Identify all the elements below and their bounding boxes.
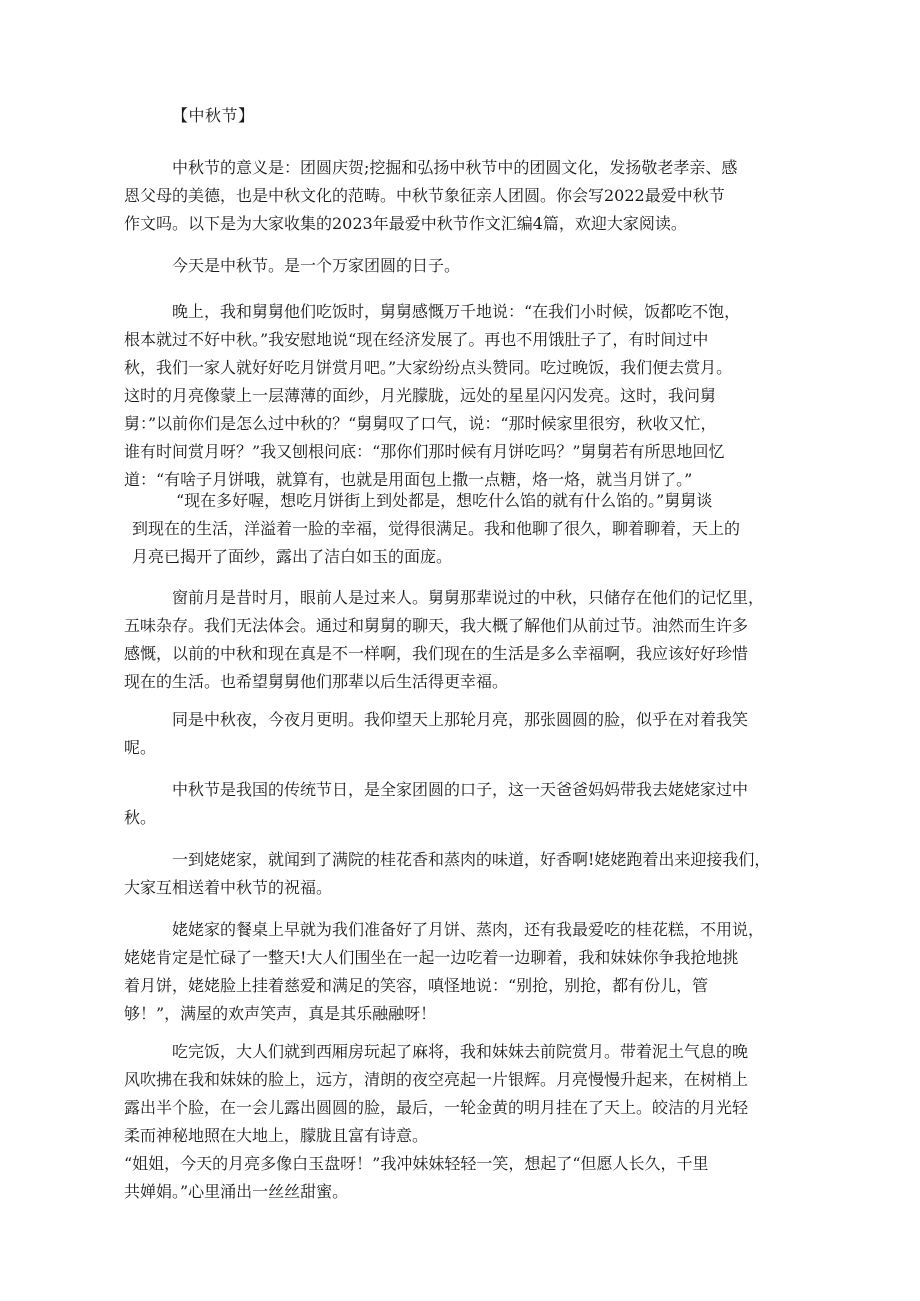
paragraph <box>124 846 804 902</box>
text-line: 作文吗。以下是为大家收集的2023年最爱中秋节作文汇编4篇，欢迎大家阅读。 <box>124 214 687 233</box>
text-line: 这时的月亮像蒙上一层薄薄的面纱，月光朦胧，远处的星星闪闪发亮。这时，我问舅 <box>124 386 717 405</box>
text-line: 露出半个脸，在一会儿露出圆圆的脸，最后，一轮金黄的明月挂在了天上。皎洁的月光轻 <box>124 1098 749 1117</box>
text-line: 呢。 <box>124 738 157 757</box>
text-line: 晚上，我和舅舅他们吃饭时，舅舅感慨万千地说：“在我们小时候，饭都吃不饱， <box>172 302 741 321</box>
paragraph <box>124 916 804 1028</box>
paragraph <box>124 584 804 696</box>
text-line: 同是中秋夜，今夜月更明。我仰望天上那轮月亮，那张圆圆的脸，似乎在对着我笑 <box>172 710 749 729</box>
text-line: 今天是中秋节。是一个万家团圆的日子。 <box>172 256 461 275</box>
text-line: “姐姐，今天的月亮多像白玉盘呀！”我冲妹妹轻轻一笑，想起了“但愿人长久，千里 <box>124 1154 709 1173</box>
text-line: 着月饼，姥姥脸上挂着慈爱和满足的笑容，嗔怪地说：“别抢，别抢，都有份儿，管 <box>124 976 709 995</box>
text-line: 秋，我们一家人就好好吃月饼赏月吧。”大家纷纷点头赞同。吃过晚饭，我们便去赏月。 <box>124 358 733 377</box>
text-line: 风吹拂在我和妹妹的脸上，远方，清朗的夜空亮起一片银辉。月亮慢慢升起来，在树梢上 <box>124 1070 749 1089</box>
text-line: 一到姥姥家，就闻到了满院的桂花香和蒸肉的味道，好香啊!姥姥跑着出来迎接我们， <box>172 850 771 869</box>
paragraph <box>124 252 804 280</box>
text-line: 谁有时间赏月呀？”我又刨根问底：“那你们那时候有月饼吃吗？”舅舅若有所思地回忆 <box>124 442 725 461</box>
paragraph-intro <box>124 154 804 238</box>
text-line: 根本就过不好中秋。”我安慰地说“现在经济发展了。再也不用饿肚子了，有时间过中 <box>124 330 709 349</box>
paragraph <box>124 487 804 571</box>
text-line: 恩父母的美德，也是中秋文化的范畴。中秋节象征亲人团圆。你会写2022最爱中秋节 <box>124 186 725 205</box>
text-line: 月亮已揭开了面纱，露出了洁白如玉的面庞。 <box>132 547 453 566</box>
text-line: 窗前月是昔时月，眼前人是过来人。舅舅那辈说过的中秋，只储存在他们的记忆里， <box>172 588 765 607</box>
document-heading: 【中秋节】 <box>172 106 255 125</box>
text-line: 现在的生活。也希望舅舅他们那辈以后生活得更幸福。 <box>124 672 509 691</box>
text-line: 吃完饭，大人们就到西厢房玩起了麻将，我和妹妹去前院赏月。带着泥土气息的晚 <box>172 1042 749 1061</box>
text-line: 舅：”以前你们是怎么过中秋的？“舅舅叹了口气，说：“那时候家里很穷，秋收又忙， <box>124 414 717 433</box>
text-line: 共婵娟。”心里涌出一丝丝甜蜜。 <box>124 1182 349 1201</box>
paragraph <box>124 706 804 762</box>
text-line: “现在多好喔，想吃月饼街上到处都是，想吃什么馅的就有什么馅的。”舅舅谈 <box>176 491 713 510</box>
text-line: 够！”，满屋的欢声笑声，真是其乐融融呀！ <box>124 1004 437 1023</box>
text-line: 到现在的生活，洋溢着一脸的幸福，觉得很满足。我和他聊了很久，聊着聊着，天上的 <box>132 519 741 538</box>
text-line: 中秋节的意义是：团圆庆贺;挖掘和弘扬中秋节中的团圆文化，发扬敬老孝亲、感 <box>172 158 738 177</box>
text-line: 姥姥家的餐桌上早就为我们准备好了月饼、蒸肉，还有我最爱吃的桂花糕，不用说， <box>172 920 765 939</box>
text-line: 大家互相送着中秋节的祝福。 <box>124 878 333 897</box>
text-line: 中秋节是我国的传统节日，是全家团圆的口子，这一天爸爸妈妈带我去姥姥家过中 <box>172 780 749 799</box>
paragraph <box>124 298 804 494</box>
text-line: 感慨，以前的中秋和现在真是不一样啊，我们现在的生活是多么幸福啊，我应该好好珍惜 <box>124 644 749 663</box>
text-line: 姥姥肯定是忙碌了一整天!大人们围坐在一起一边吃着一边聊着，我和妹妹你争我抢地挑 <box>124 948 739 967</box>
text-line: 五味杂存。我们无法体会。通过和舅舅的聊天，我大概了解他们从前过节。油然而生许多 <box>124 616 749 635</box>
paragraph <box>124 776 804 832</box>
text-line: 秋。 <box>124 808 157 827</box>
text-line: 道：“有啥子月饼哦，就算有，也就是用面包上撒一点糖，烙一烙，就当月饼了。” <box>124 470 693 489</box>
paragraph <box>124 1038 804 1206</box>
text-line: 柔而神秘地照在大地上，朦胧且富有诗意。 <box>124 1126 429 1145</box>
